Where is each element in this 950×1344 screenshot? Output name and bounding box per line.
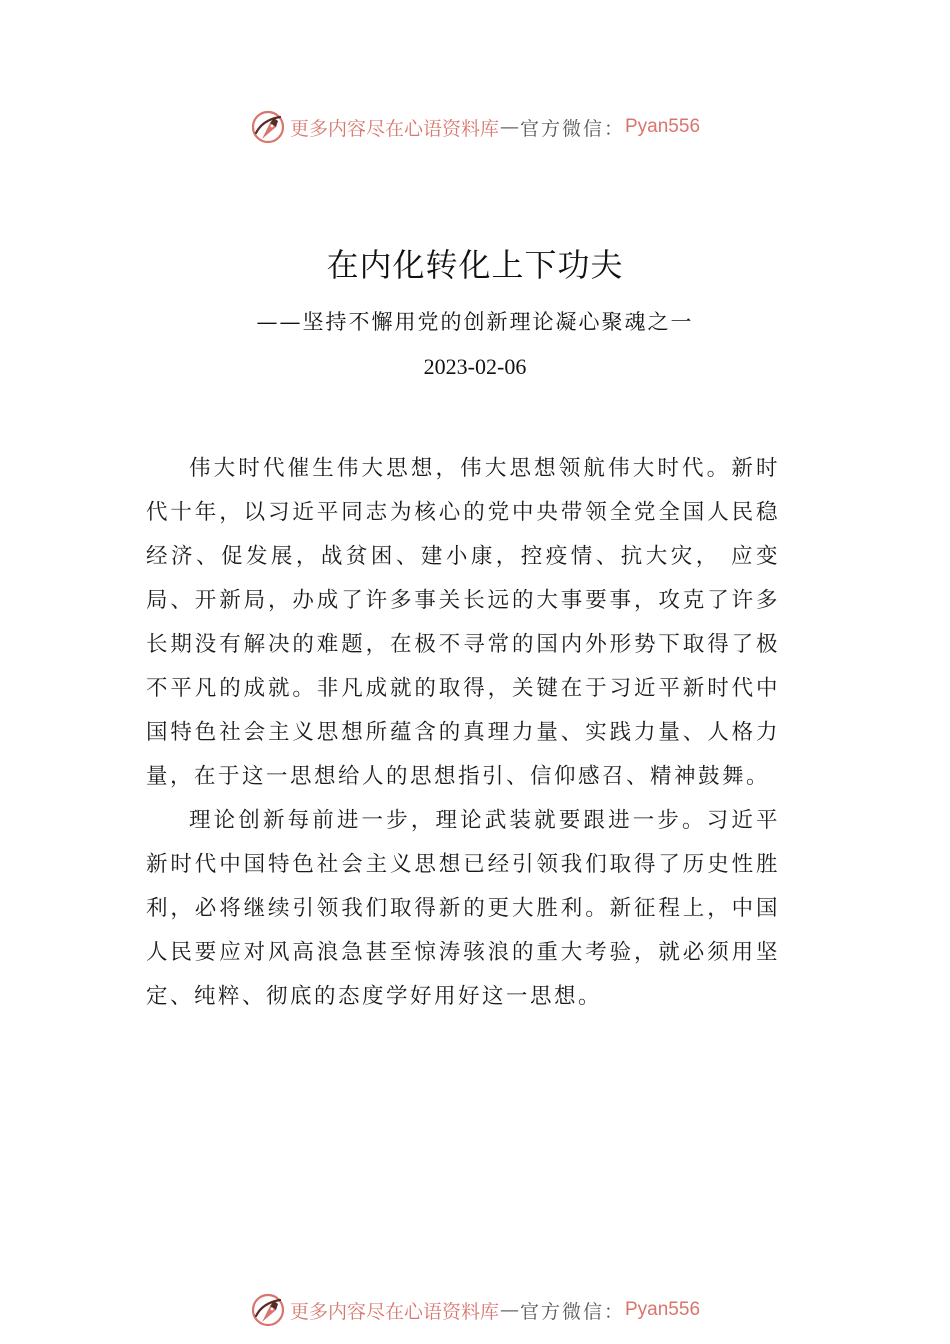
banner-official-label: 官方微信： <box>519 117 625 140</box>
pen-nib-logo-icon <box>250 1292 286 1328</box>
banner-official-label: 官方微信： <box>519 1300 625 1323</box>
pen-nib-logo-icon <box>250 109 286 145</box>
document-subtitle: ——坚持不懈用党的创新理论凝心聚魂之一 <box>256 310 694 334</box>
header-banner <box>0 107 950 147</box>
banner-wechat-id: Pyan556 <box>625 116 701 137</box>
paragraph: 理论创新每前进一步，理论武装就要跟进一步。习近平新时代中国特色社会主义思想已经引领我们取得了历史性胜利，必将继续引领我们取得新的更大胜利。新征程上，中国人民要应对风高浪急甚至惊涛骇浪的重大考验，就必须用坚定、纯粹、彻底的态度学好用好这一思想。 <box>146 808 780 1009</box>
document-date: 2023-02-06 <box>423 354 527 379</box>
banner-brand-text: 更多内容尽在心语资料库 <box>289 117 499 140</box>
banner-brand-text: 更多内容尽在心语资料库 <box>289 1300 499 1323</box>
banner-separator: — <box>499 1299 519 1321</box>
footer-banner <box>0 1290 950 1330</box>
document-body <box>146 447 780 1019</box>
banner-wechat-id: Pyan556 <box>625 1299 701 1320</box>
paragraph: 伟大时代催生伟大思想，伟大思想领航伟大时代。新时代十年，以习近平同志为核心的党中央带领全党全国人民稳经济、促发展，战贫困、建小康，控疫情、抗大灾， 应变局、开新局，办成了许多事关长远的大事要事，攻克了许多长期没有解决的难题，在极不寻常的国内外形势下取得了极不平凡的成就。非凡成就的取得，关键在于习近平新时代中国特色社会主义思想所蕴含的真理力量、实践力量、人格力量，在于这一思想给人的思想指引、信仰感召、精神鼓舞。 <box>146 456 780 789</box>
banner-separator: — <box>499 116 519 138</box>
document-title: 在内化转化上下功夫 <box>326 246 624 284</box>
